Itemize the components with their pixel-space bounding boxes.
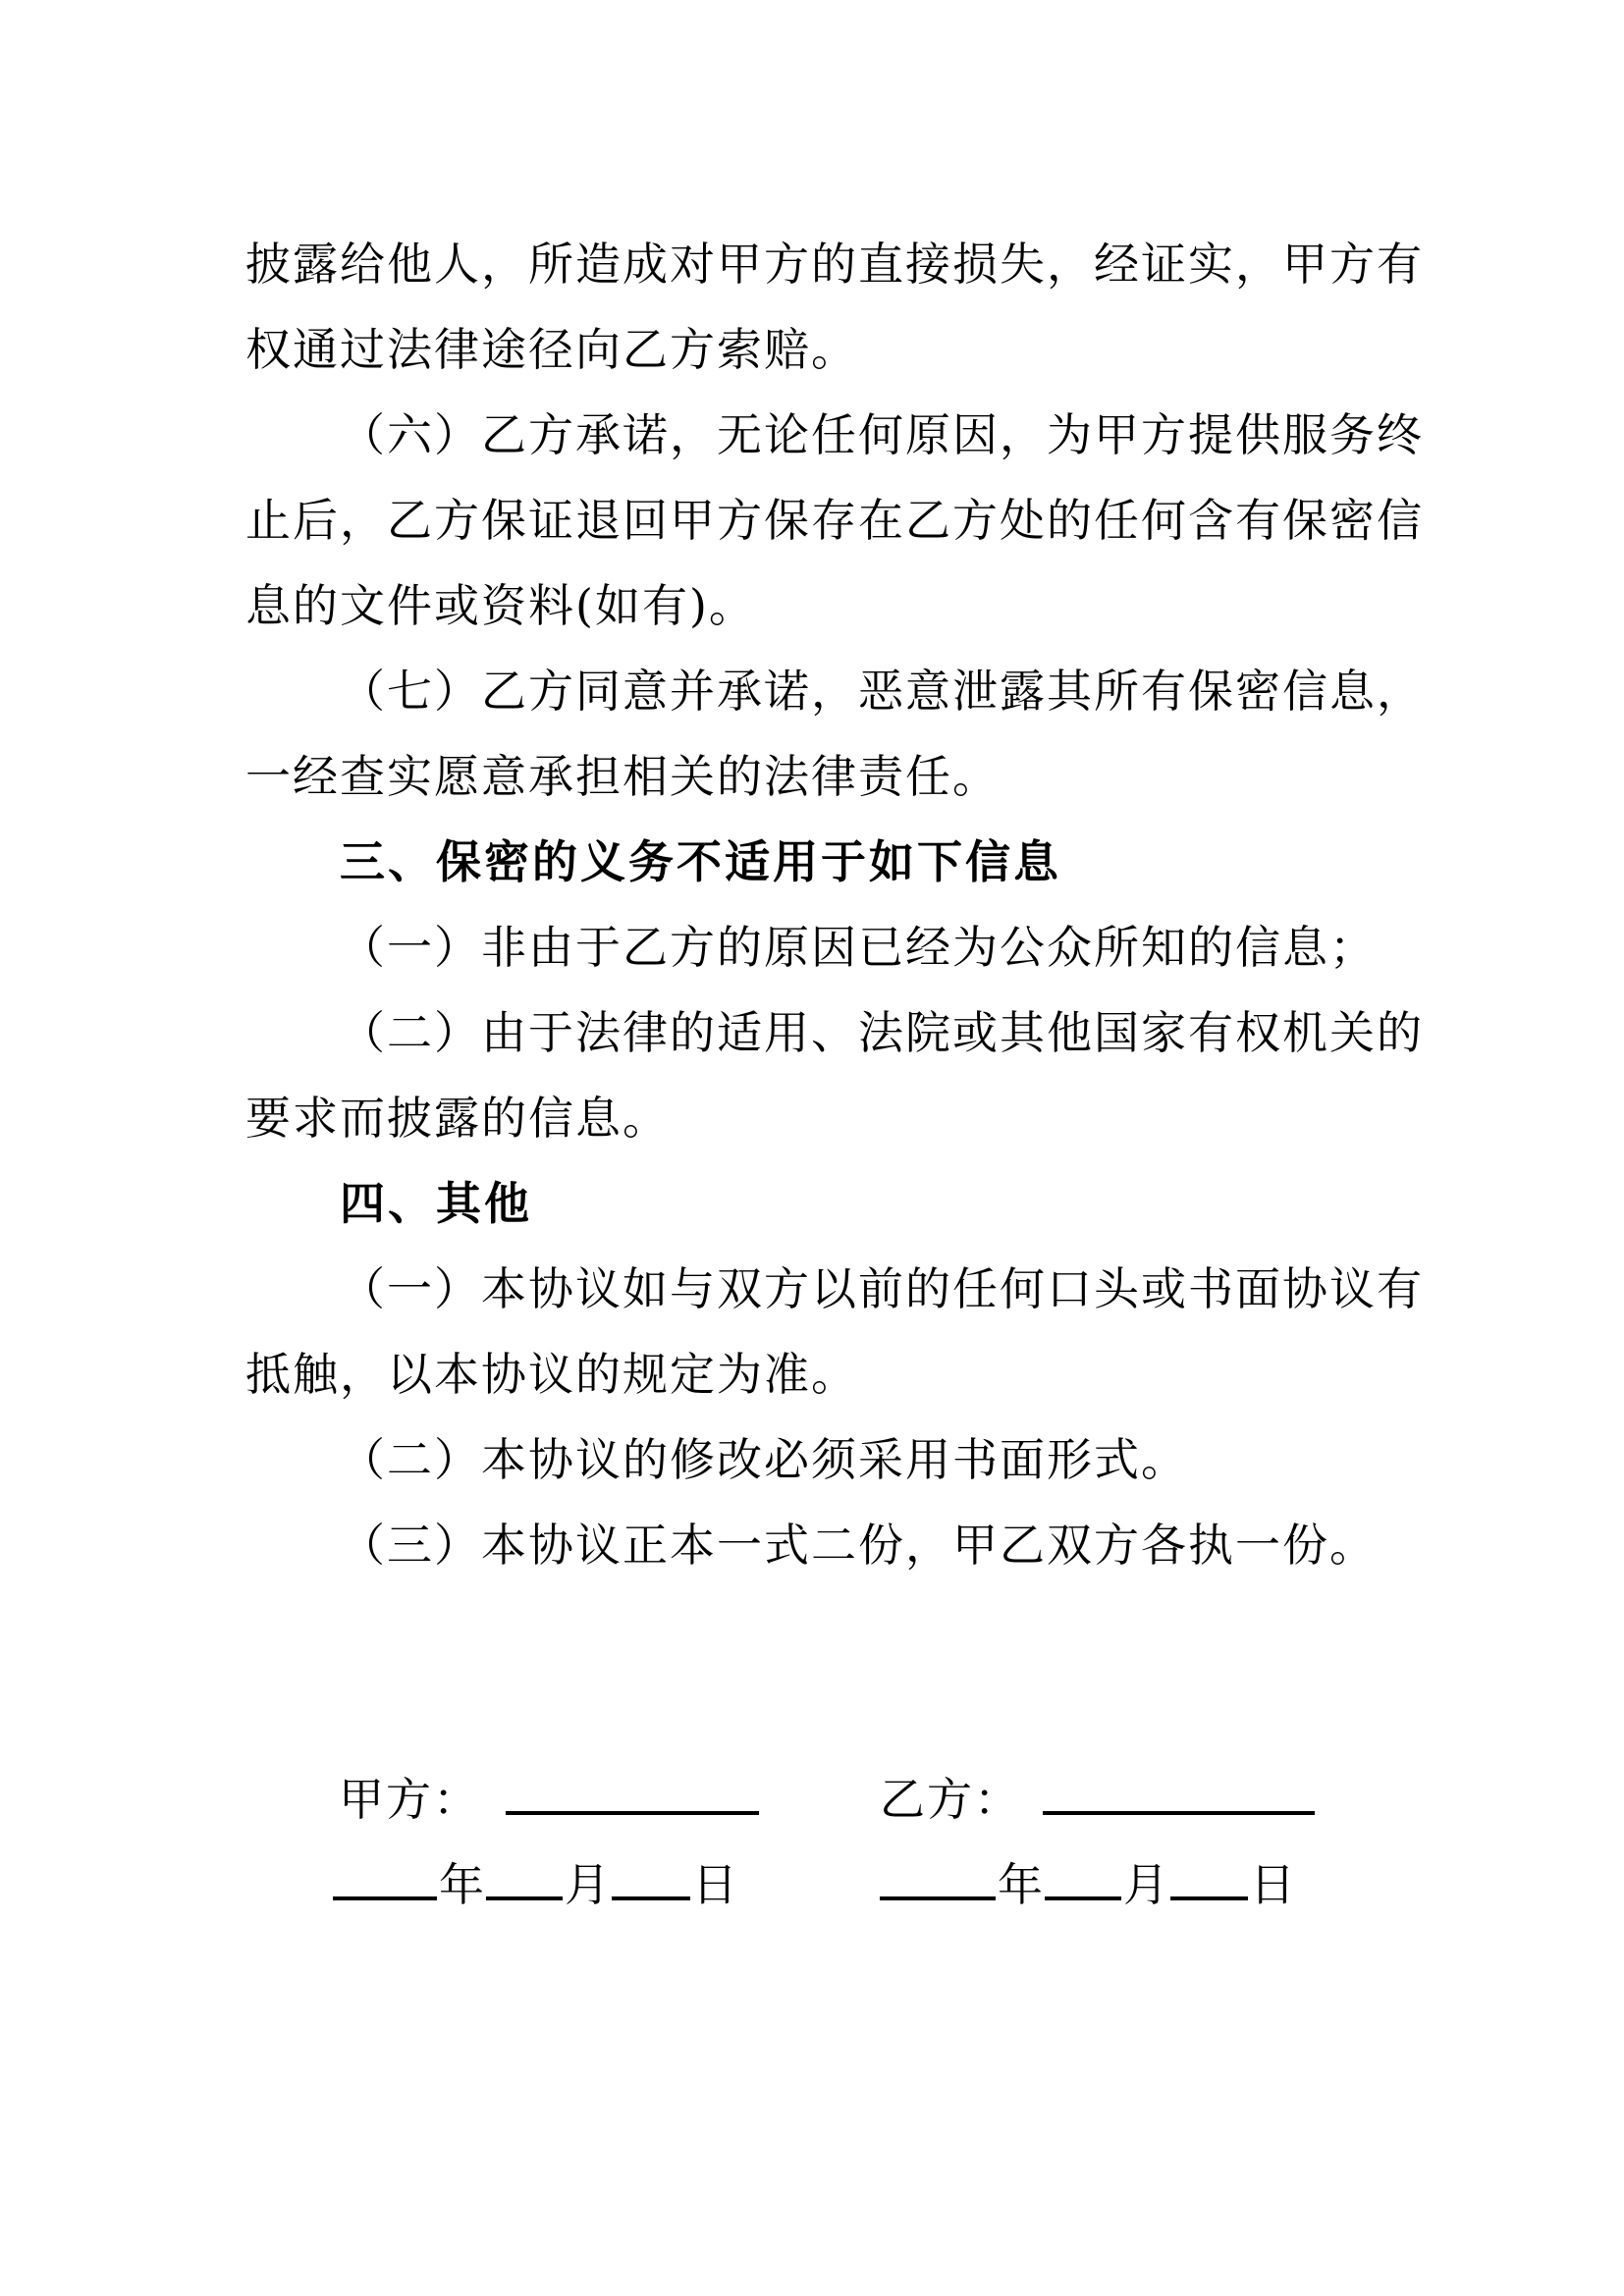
party-b-label: 乙方： — [880, 1773, 1021, 1826]
document-line: 止后，乙方保证退回甲方保存在乙方处的任何含有保密信 — [245, 493, 1424, 547]
document-line: 一经查实愿意承担相关的法律责任。 — [245, 749, 1000, 803]
document-line: （二）由于法律的适用、法院或其他国家有权机关的 — [340, 1005, 1424, 1059]
year-label: 年 — [439, 1858, 484, 1911]
document-line: （一）非由于乙方的原因已经为公众所知的信息； — [340, 920, 1377, 974]
party-b-date-row — [880, 1847, 1297, 1912]
party-a-day-line — [612, 1847, 690, 1900]
document-line: 息的文件或资料(如有)。 — [245, 578, 756, 632]
section-heading-4: 四、其他 — [340, 1176, 532, 1230]
document-line: （六）乙方承诺，无论任何原因，为甲方提供服务终 — [340, 407, 1424, 461]
document-line: 抵触，以本协议的规定为准。 — [245, 1347, 858, 1401]
party-b-year-line — [880, 1847, 996, 1900]
document-line: （三）本协议正本一式二份，甲乙双方各执一份。 — [340, 1518, 1377, 1572]
section-heading-3: 三、保密的义务不适用于如下信息 — [340, 834, 1061, 888]
document-line: 权通过法律途径向乙方索赔。 — [245, 322, 858, 376]
document-line: （一）本协议如与双方以前的任何口头或书面协议有 — [340, 1261, 1424, 1315]
party-b-day-line — [1170, 1847, 1248, 1900]
document-line: 披露给他人，所造成对甲方的直接损失，经证实，甲方有 — [245, 237, 1424, 291]
party-a-year-line — [333, 1847, 437, 1900]
party-b-month-line — [1045, 1847, 1121, 1900]
month-label: 月 — [565, 1858, 610, 1911]
party-a-signature-line — [506, 1762, 759, 1815]
party-a-month-line — [486, 1847, 563, 1900]
month-label: 月 — [1123, 1858, 1168, 1911]
party-a-label: 甲方： — [339, 1773, 480, 1826]
document-line: 要求而披露的信息。 — [245, 1091, 670, 1145]
party-a-signature-row — [339, 1762, 759, 1827]
day-label: 日 — [1250, 1858, 1295, 1911]
document-line: （二）本协议的修改必须采用书面形式。 — [340, 1432, 1188, 1486]
document-line: （七）乙方同意并承诺，恶意泄露其所有保密信息， — [340, 664, 1424, 718]
party-b-signature-row — [880, 1762, 1315, 1827]
day-label: 日 — [692, 1858, 737, 1911]
party-b-signature-line — [1043, 1762, 1315, 1815]
document-body — [0, 218, 1624, 1584]
party-a-date-row — [333, 1847, 739, 1912]
year-label: 年 — [998, 1858, 1043, 1911]
